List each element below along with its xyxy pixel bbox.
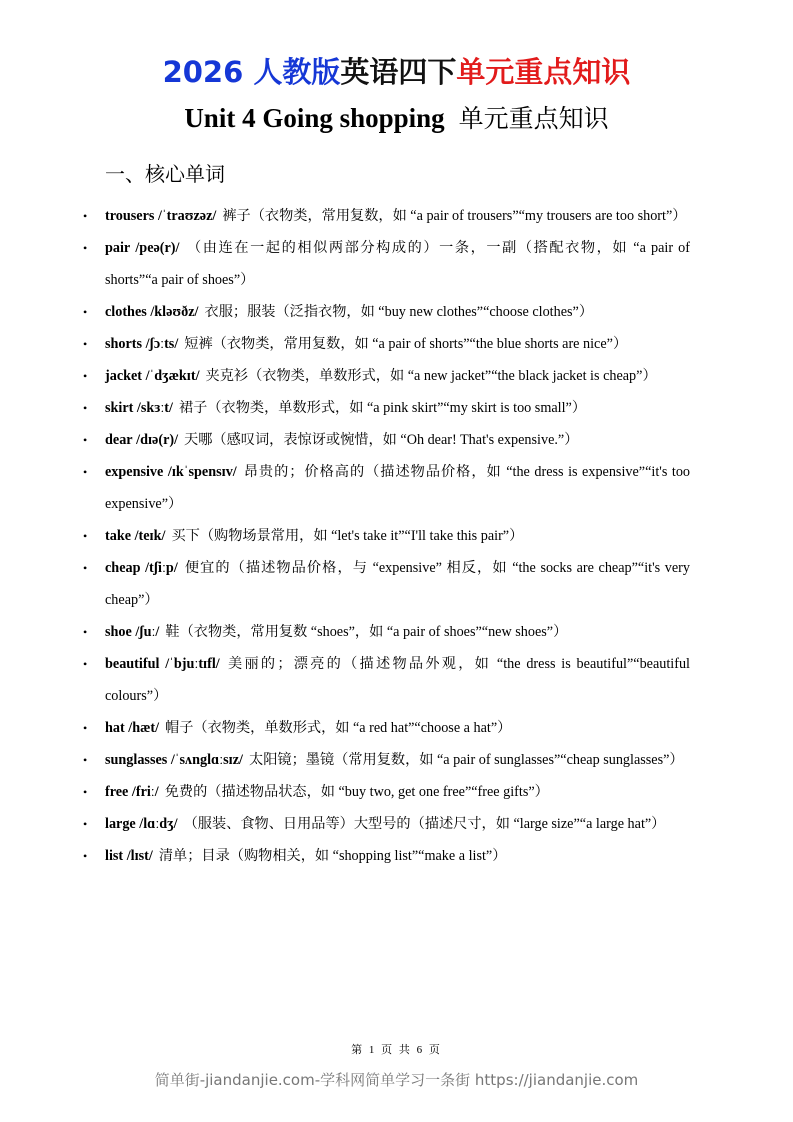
list-item xyxy=(83,232,690,296)
list-item xyxy=(83,808,690,840)
banner-part-3: 单元重点知识 xyxy=(456,55,631,89)
bullet-icon: • xyxy=(83,753,88,767)
footer-watermark: 简单街-jiandanjie.com-学科网简单学习一条街 https://jiandanjie.com xyxy=(154,1071,639,1089)
vocab-phonetic: /hæt/ xyxy=(128,720,160,736)
vocab-word: skirt xyxy=(105,400,134,416)
vocab-phonetic: /ɪkˈspensɪv/ xyxy=(167,464,237,480)
vocab-word: pair xyxy=(105,240,131,256)
bullet-icon: • xyxy=(83,369,88,383)
banner-part-2: 英语四下 xyxy=(340,55,457,89)
list-item xyxy=(83,712,690,744)
vocab-definition: 裙子（衣物类，单数形式，如 “a pink skirt”“my skirt is too small”） xyxy=(178,400,587,416)
vocab-definition: 清单；目录（购物相关，如 “shopping list”“make a list”） xyxy=(158,848,507,864)
unit-title-chinese: 单元重点知识 xyxy=(458,104,609,133)
vocab-word: beautiful xyxy=(105,656,160,672)
vocab-definition: 衣服；服装（泛指衣物，如 “buy new clothes”“choose clothes”） xyxy=(204,304,594,320)
bullet-icon: • xyxy=(83,721,88,735)
vocabulary-list xyxy=(83,200,690,872)
vocab-phonetic: /ˈtraʊzəz/ xyxy=(157,208,217,224)
list-item xyxy=(83,616,690,648)
bullet-icon: • xyxy=(83,209,88,223)
vocab-word: clothes xyxy=(105,304,147,320)
list-item xyxy=(83,392,690,424)
vocab-definition: 便宜的（描述物品价格，与 “expensive” 相反，如 “the socks are cheap”“it's very cheap”） xyxy=(105,560,690,608)
list-item xyxy=(83,552,690,616)
vocab-word: dear xyxy=(105,432,133,448)
vocab-definition: 买下（购物场景常用，如 “let's take it”“I'll take this pair”） xyxy=(171,528,524,544)
bullet-icon: • xyxy=(83,657,88,671)
unit-title-english: Unit 4 Going shopping xyxy=(184,103,445,133)
vocab-definition: 天哪（感叹词，表惊讶或惋惜，如 “Oh dear! That's expensive.”） xyxy=(184,432,579,448)
list-item xyxy=(83,744,690,776)
vocab-word: shorts xyxy=(105,336,143,352)
bullet-icon: • xyxy=(83,817,88,831)
bullet-icon: • xyxy=(83,561,88,575)
vocab-phonetic: /kləʊðz/ xyxy=(150,304,199,320)
section-heading: 一、核心单词 xyxy=(105,162,225,186)
list-item xyxy=(83,328,690,360)
bullet-icon: • xyxy=(83,401,88,415)
vocab-phonetic: /teɪk/ xyxy=(134,528,166,544)
vocab-word: shoe xyxy=(105,624,132,640)
vocab-phonetic: /peə(r)/ xyxy=(135,240,180,256)
list-item xyxy=(83,648,690,712)
list-item xyxy=(83,200,690,232)
vocab-definition: （由连在一起的相似两部分构成的）一条，一副（搭配衣物，如 “a pair of shorts”“a pair of shoes”） xyxy=(105,240,690,288)
vocab-definition: 短裤（衣物类，常用复数，如 “a pair of shorts”“the blue shorts are nice”） xyxy=(184,336,628,352)
vocab-word: large xyxy=(105,816,136,832)
bullet-icon: • xyxy=(83,849,88,863)
vocab-word: cheap xyxy=(105,560,141,576)
vocab-phonetic: /ˈsʌnglɑːsɪz/ xyxy=(170,752,243,768)
vocab-word: jacket xyxy=(105,368,143,384)
vocab-phonetic: /tʃiːp/ xyxy=(145,560,178,576)
vocab-phonetic: /skɜːt/ xyxy=(136,400,173,416)
vocab-phonetic: /friː/ xyxy=(131,784,159,800)
vocab-phonetic: /lɑːdʒ/ xyxy=(139,816,178,832)
list-item xyxy=(83,456,690,520)
list-item xyxy=(83,840,690,872)
vocab-phonetic: /ʃɔːts/ xyxy=(145,336,179,352)
list-item xyxy=(83,520,690,552)
vocab-definition: 夹克衫（衣物类，单数形式，如 “a new jacket”“the black jacket is cheap”） xyxy=(205,368,657,384)
vocab-definition: 太阳镜；墨镜（常用复数，如 “a pair of sunglasses”“cheap sunglasses”） xyxy=(249,752,684,768)
vocab-word: free xyxy=(105,784,129,800)
bullet-icon: • xyxy=(83,625,88,639)
vocab-word: trousers xyxy=(105,208,155,224)
list-item xyxy=(83,424,690,456)
banner-part-1: 2026 人教版 xyxy=(162,55,341,89)
list-item xyxy=(83,296,690,328)
vocab-definition: 昂贵的；价格高的（描述物品价格，如 “the dress is expensive”“it's too expensive”） xyxy=(105,464,691,512)
vocab-definition: 美丽的；漂亮的（描述物品外观，如 “the dress is beautiful”“beautiful colours”） xyxy=(105,656,691,704)
vocab-phonetic: /ˈbjuːtɪfl/ xyxy=(165,656,220,672)
vocab-definition: 裤子（衣物类，常用复数，如 “a pair of trousers”“my trousers are too short”） xyxy=(222,208,687,224)
unit-title xyxy=(0,98,793,139)
bullet-icon: • xyxy=(83,529,88,543)
bullet-icon: • xyxy=(83,433,88,447)
vocab-definition: 免费的（描述物品状态，如 “buy two, get one free”“free gifts”） xyxy=(164,784,549,800)
vocab-phonetic: /dɪə(r)/ xyxy=(136,432,179,448)
bullet-icon: • xyxy=(83,241,88,255)
vocab-definition: （服装、食物、日用品等）大型号的（描述尺寸，如 “large size”“a large hat”） xyxy=(183,816,666,832)
bullet-icon: • xyxy=(83,337,88,351)
vocab-word: sunglasses xyxy=(105,752,168,768)
vocab-phonetic: /ˈdʒækɪt/ xyxy=(145,368,200,384)
vocab-phonetic: /ʃuː/ xyxy=(135,624,160,640)
page-number: 第 1 页 共 6 页 xyxy=(351,1044,442,1056)
vocab-word: take xyxy=(105,528,132,544)
vocab-phonetic: /lɪst/ xyxy=(126,848,153,864)
bullet-icon: • xyxy=(83,465,88,479)
bullet-icon: • xyxy=(83,305,88,319)
bullet-icon: • xyxy=(83,785,88,799)
list-item xyxy=(83,360,690,392)
vocab-word: list xyxy=(105,848,124,864)
vocab-word: hat xyxy=(105,720,125,736)
banner-title xyxy=(0,50,793,94)
vocab-word: expensive xyxy=(105,464,164,480)
vocab-definition: 帽子（衣物类，单数形式，如 “a red hat”“choose a hat”） xyxy=(165,720,512,736)
vocab-definition: 鞋（衣物类，常用复数 “shoes”，如 “a pair of shoes”“new shoes”） xyxy=(165,624,568,640)
list-item xyxy=(83,776,690,808)
